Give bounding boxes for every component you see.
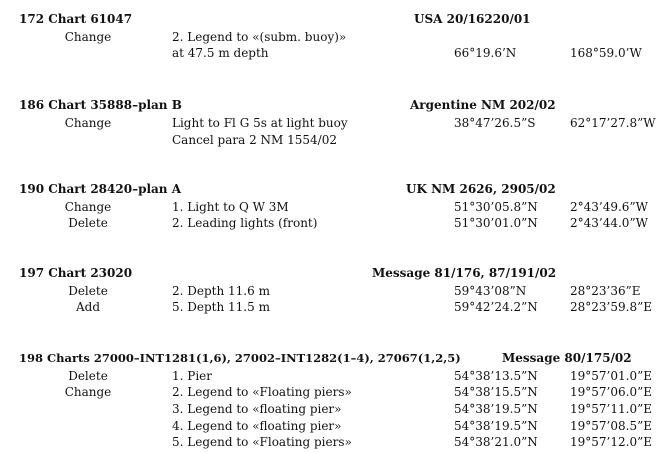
- row-latitude: 54°38’19.5”N: [454, 419, 538, 433]
- row-description: 3. Legend to «floating pier»: [172, 402, 342, 416]
- row-latitude: 51°30’05.8”N: [454, 200, 538, 214]
- row-latitude: 38°47’26.5”S: [454, 116, 536, 130]
- row-latitude: 54°38’15.5”N: [454, 385, 538, 399]
- row-description: 1. Light to Q W 3M: [172, 200, 289, 214]
- row-action: Add: [75, 300, 101, 314]
- row-latitude: 59°42’24.2”N: [454, 300, 538, 314]
- row-latitude: 54°38’21.0”N: [454, 435, 538, 449]
- entry-source: Argentine NM 202/02: [410, 98, 556, 112]
- row-action: Change: [64, 385, 112, 399]
- row-action: Change: [64, 116, 112, 130]
- entry-source: USA 20/16220/01: [414, 12, 531, 26]
- entry-source: Message 80/175/02: [502, 351, 632, 365]
- row-action: Delete: [68, 284, 108, 298]
- row-longitude: 28°23’59.8”E: [570, 300, 652, 314]
- row-description: 2. Legend to «(subm. buoy)»: [172, 30, 347, 44]
- row-latitude: 51°30’01.0”N: [454, 216, 538, 230]
- row-action: Delete: [68, 216, 108, 230]
- row-description: 2. Depth 11.6 m: [172, 284, 270, 298]
- row-longitude: 19°57’06.0”E: [570, 385, 652, 399]
- entry-title: 190 Chart 28420–plan A: [19, 182, 182, 196]
- entry-source: Message 81/176, 87/191/02: [372, 266, 557, 280]
- row-action: Change: [64, 200, 112, 214]
- row-longitude: 19°57’11.0”E: [570, 402, 652, 416]
- row-longitude: 19°57’08.5”E: [570, 419, 652, 433]
- row-description: 2. Legend to «Floating piers»: [172, 385, 352, 399]
- row-longitude: 168°59.0’W: [570, 46, 642, 60]
- row-description: 4. Legend to «floating pier»: [172, 419, 342, 433]
- row-action: Delete: [68, 369, 108, 383]
- row-description: 5. Legend to «Floating piers»: [172, 435, 352, 449]
- row-description: 1. Pier: [172, 369, 213, 383]
- entry-title: 197 Chart 23020: [19, 266, 133, 280]
- entry-source: UK NM 2626, 2905/02: [406, 182, 556, 196]
- entry-title: 172 Chart 61047: [19, 12, 133, 26]
- row-longitude: 19°57’12.0”E: [570, 435, 652, 449]
- entry-title: 198 Charts 27000–INT1281(1,6), 27002–INT1282(1–4), 27067(1,2,5): [19, 351, 461, 365]
- entry-title: 186 Chart 35888–plan B: [19, 98, 182, 112]
- row-description: at 47.5 m depth: [172, 46, 269, 60]
- row-latitude: 59°43’08”N: [454, 284, 527, 298]
- row-longitude: 28°23’36”E: [570, 284, 641, 298]
- row-latitude: 54°38’19.5”N: [454, 402, 538, 416]
- row-description: 2. Leading lights (front): [172, 216, 318, 230]
- row-description: Light to Fl G 5s at light buoy: [172, 116, 348, 130]
- row-longitude: 2°43’49.6”W: [570, 200, 648, 214]
- row-description: 5. Depth 11.5 m: [172, 300, 270, 314]
- row-latitude: 66°19.6’N: [454, 46, 517, 60]
- row-action: Change: [64, 30, 112, 44]
- row-latitude: 54°38’13.5”N: [454, 369, 538, 383]
- row-longitude: 19°57’01.0”E: [570, 369, 652, 383]
- row-longitude: 2°43’44.0”W: [570, 216, 648, 230]
- row-longitude: 62°17’27.8”W: [570, 116, 656, 130]
- row-description: Cancel para 2 NM 1554/02: [172, 133, 337, 147]
